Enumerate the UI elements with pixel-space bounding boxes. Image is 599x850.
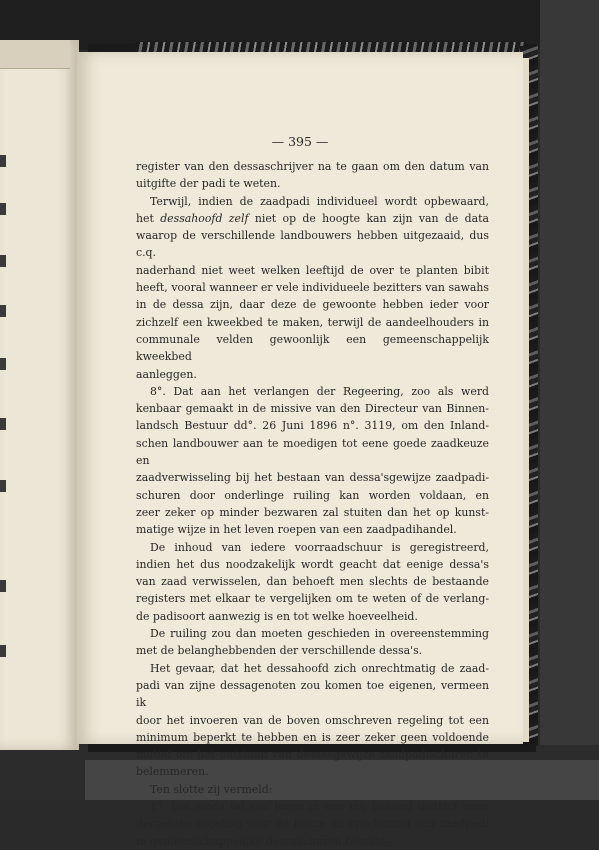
text-line: De ruiling zou dan moeten geschieden in overeenstemming	[150, 627, 489, 641]
book-page	[77, 52, 523, 848]
bleed-mark	[0, 358, 6, 370]
text-line: van zaad verwisselen, dan behoeft men slechts de bestaande	[136, 575, 489, 589]
bleed-mark	[0, 155, 6, 167]
text-line: zichzelf een kweekbed te maken, terwijl de aandeelhouders in	[136, 315, 489, 329]
text-line: padi van zijne dessagenoten zou komen toe eigenen, vermeen ik	[136, 678, 489, 710]
text-line: de padisoort aanwezig is en tot welke hoeveelheid.	[136, 609, 418, 623]
text-line: Het gevaar, dat het dessahoofd zich onrechtmatig de zaad-	[150, 661, 489, 675]
text-line: motief om het ontstaan van dessasgewijze zaadpadischuren te	[136, 748, 489, 762]
text-line: naderhand niet weet welken leeftijd de over te planten bibit	[136, 263, 489, 277]
text-line: Ten slotte zij vermeld:	[150, 782, 273, 796]
text-line: aanleggen.	[136, 367, 197, 381]
text-line: 8°. Dat aan het verlangen der Regeering, zoo als werd	[150, 384, 489, 398]
text-line: door het invoeren van de boven omschreven regeling tot een	[136, 713, 489, 727]
text-line: in gemeenschappelijke dessaschuren bestaat.	[136, 834, 390, 848]
text-line: landsch Bestuur dd°. 26 Juni 1896 n°. 3119, om den Inland-	[136, 419, 489, 433]
text-line: zeer zeker op minder bezwaren zal stuiten dan het op kunst-	[136, 505, 489, 519]
text-line: uitgifte der padi te weten.	[136, 177, 281, 191]
bleed-mark	[0, 255, 6, 267]
text-line: schen landbouwer aan te moedigen tot eene goede zaadkeuze en	[136, 436, 489, 468]
bleed-mark	[0, 203, 6, 215]
text-line: indien het dus noodzakelijk wordt geacht dat eenige dessa's	[136, 557, 489, 571]
text-line: in de dessa zijn, daar deze de gewoonte hebben ieder voor	[136, 298, 489, 312]
dark-background-right	[540, 0, 599, 800]
text-line: met de belanghebbenden der verschillende dessa's.	[136, 644, 423, 658]
bleed-mark	[0, 305, 6, 317]
text-line: matige wijze in het leven roepen van een zaadpadihandel.	[136, 523, 457, 537]
left-page-top-edge	[0, 40, 70, 69]
text-line: Terwijl, indien de zaadpadi individueel wordt opbewaard,	[150, 194, 489, 208]
text-line: registers met elkaar te vergelijken om te weten of de verlang-	[136, 592, 489, 606]
text-line: kenbaar gemaakt in de missive van den Directeur van Binnen-	[136, 402, 489, 416]
text-line: schuren door onderlinge ruiling kan worden voldaan, en	[136, 488, 489, 502]
text-line: minimum beperkt te hebben en is zeer zeker geen voldoende	[136, 730, 489, 744]
text-line: dergelijke regeling voor de keuze en opschuring van zaadpadi	[136, 817, 489, 831]
left-page	[0, 40, 79, 750]
text-line: het dessahoofd zelf niet op de hoogte kan zijn van de data	[136, 211, 489, 225]
text-line: waarop de verschillende landbouwers hebben uitgezaaid, dus c.q.	[136, 229, 489, 260]
text-line: register van den dessaschrijver na te gaan om den datum van	[136, 160, 489, 173]
emphasis: dessahoofd zelf	[160, 211, 249, 225]
text-line: zaadverwisseling bij het bestaan van dessa'sgewijze zaadpadi-	[136, 471, 489, 485]
text-line: 1°. Dat sinds tal van jaren in een mij bekend district eene	[150, 799, 489, 813]
text-line: De inhoud van iedere voorraadschuur is geregistreerd,	[150, 540, 489, 554]
text-line: belemmeren.	[136, 765, 209, 779]
bleed-mark	[0, 418, 6, 430]
bleed-mark	[0, 645, 6, 657]
bleed-mark	[0, 580, 6, 592]
page-body-text	[136, 158, 489, 850]
page-number: — 395 —	[271, 134, 329, 149]
bleed-mark	[0, 480, 6, 492]
text-line: communale velden gewoonlijk een gemeenschappelijk kweekbed	[136, 332, 489, 364]
text-line: heeft, vooral wanneer er vele individueele bezitters van sawahs	[136, 281, 489, 295]
